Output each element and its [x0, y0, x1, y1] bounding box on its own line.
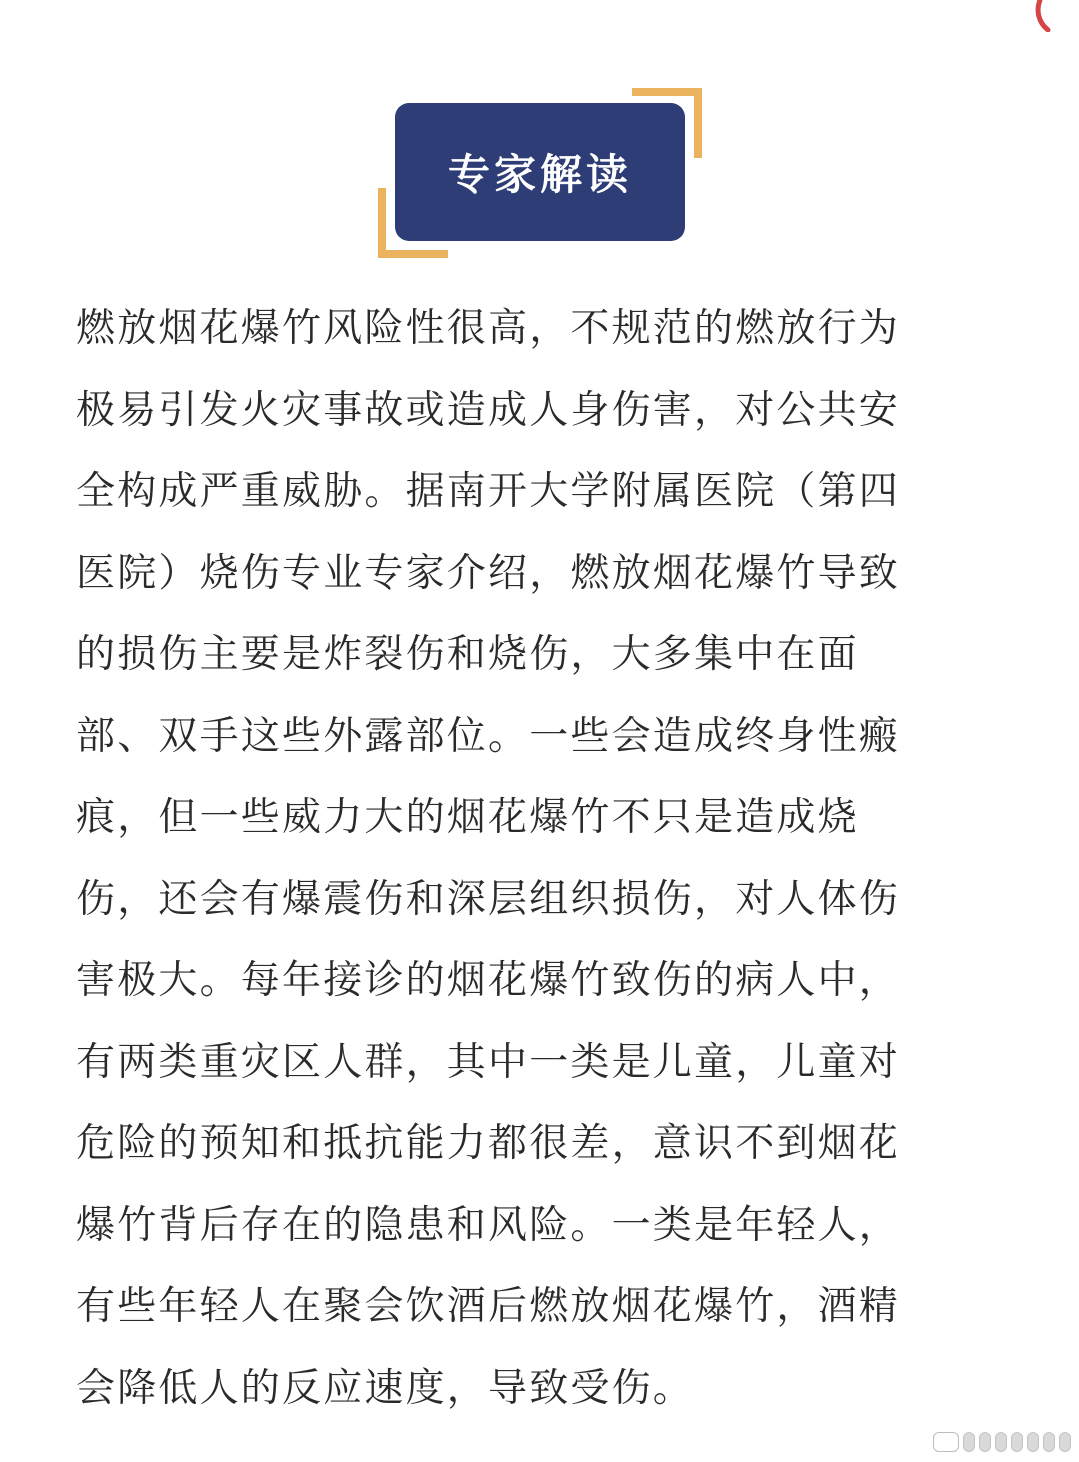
article-line: 会降低人的反应速度，导致受伤。 — [76, 1365, 695, 1411]
heading-badge — [395, 103, 685, 241]
article-line: 伤，还会有爆震伤和深层组织损伤，对人体伤 — [76, 876, 901, 922]
page-dot[interactable] — [1011, 1432, 1023, 1452]
page-dot[interactable] — [979, 1432, 991, 1452]
article-line: 的损伤主要是炸裂伤和烧伤，大多集中在面 — [76, 632, 859, 677]
article-line: 爆竹背后存在的隐患和风险。一类是年轻人， — [76, 1202, 901, 1248]
red-mark-icon — [1018, 0, 1058, 32]
page-dot[interactable] — [1027, 1432, 1039, 1452]
article-line: 痕，但一些威力大的烟花爆竹不只是造成烧 — [76, 795, 859, 840]
article-line: 有两类重灾区人群，其中一类是儿童，儿童对 — [76, 1039, 901, 1085]
image-page-indicator[interactable] — [933, 1432, 1071, 1452]
heading-title: 专家解读 — [447, 150, 632, 199]
page-dot[interactable] — [995, 1432, 1007, 1452]
article-body — [76, 288, 1006, 1429]
page-dot[interactable] — [1059, 1432, 1071, 1452]
page-dot[interactable] — [1043, 1432, 1055, 1452]
page-dot[interactable] — [963, 1432, 975, 1452]
article-line: 全构成严重威胁。据南开大学附属医院（第四 — [76, 469, 901, 514]
article-line: 害极大。每年接诊的烟花爆竹致伤的病人中， — [76, 958, 901, 1003]
article-line: 医院）烧伤专业专家介绍，燃放烟花爆竹导致 — [76, 550, 901, 596]
section-heading — [378, 88, 702, 258]
article-line: 部、双手这些外露部位。一些会造成终身性瘢 — [76, 713, 901, 759]
article-line: 有些年轻人在聚会饮酒后燃放烟花爆竹，酒精 — [76, 1284, 901, 1329]
page-dot-active[interactable] — [933, 1432, 959, 1452]
article-line: 极易引发火灾事故或造成人身伤害，对公共安 — [76, 387, 901, 433]
article-line: 危险的预知和抵抗能力都很差，意识不到烟花 — [76, 1121, 901, 1166]
article-line: 燃放烟花爆竹风险性很高，不规范的燃放行为 — [76, 306, 901, 351]
